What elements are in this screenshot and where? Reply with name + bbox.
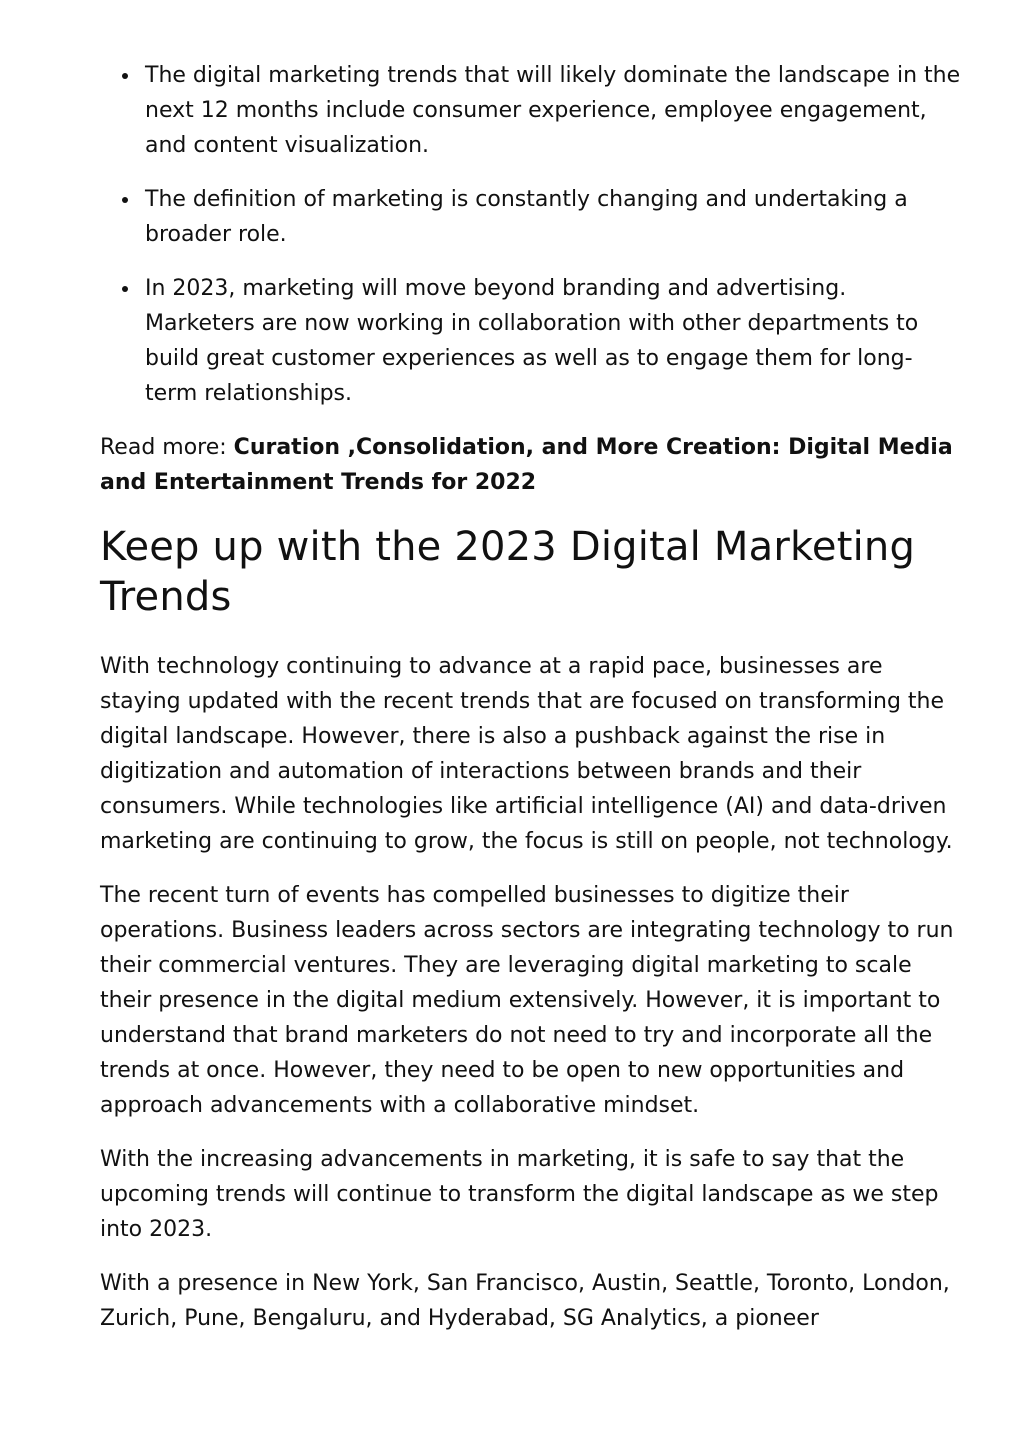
bullet-dot-icon [122, 73, 128, 79]
list-item-text: In 2023, marketing will move beyond branding and advertising. Marketers are now working in collaboration with other departments to build great customer experiences as well as to engage them for long-term relationships. [145, 276, 919, 406]
paragraph: With the increasing advancements in marketing, it is safe to say that the upcoming trends will continue to transform the digital landscape as we step into 2023. [100, 1147, 939, 1242]
paragraph: With technology continuing to advance at a rapid pace, businesses are staying updated with the recent trends that are focused on transforming the digital landscape. However, there is also a pushback against the rise in digitization and automation of interactions between brands and their consumers. While technologies like artificial intelligence (AI) and data-driven marketing are continuing to grow, the focus is still on people, not technology. [100, 654, 953, 854]
bullet-list [100, 58, 962, 411]
read-more-prefix: Read more: [100, 435, 234, 460]
paragraph: The recent turn of events has compelled businesses to digitize their operations. Business leaders across sectors are integrating technology to run their commercial ventures. They are leveraging digital marketing to scale their presence in the digital medium extensively. However, it is important to understand that brand marketers do not need to try and incorporate all the trends at once. However, they need to be open to new opportunities and approach advancements with a collaborative mindset. [100, 883, 954, 1118]
list-item [100, 182, 962, 252]
read-more [100, 430, 962, 500]
list-item-text: The digital marketing trends that will likely dominate the landscape in the next 12 months include consumer experience, employee engagement, and content visualization. [145, 63, 961, 158]
bullet-dot-icon [122, 286, 128, 292]
paragraph: With a presence in New York, San Francisco, Austin, Seattle, Toronto, London, Zurich, Pune, Bengaluru, and Hyderabad, SG Analytics, a pioneer [100, 1271, 950, 1331]
read-more-link[interactable]: Curation ,Consolidation, and More Creation: Digital Media and Entertainment Trends for 2022 [100, 435, 953, 495]
bullet-dot-icon [122, 197, 128, 203]
document-page [100, 58, 962, 1355]
list-item [100, 58, 962, 163]
section-heading: Keep up with the 2023 Digital Marketing Trends [100, 524, 916, 620]
list-item [100, 271, 962, 411]
list-item-text: The definition of marketing is constantly changing and undertaking a broader role. [145, 187, 908, 247]
